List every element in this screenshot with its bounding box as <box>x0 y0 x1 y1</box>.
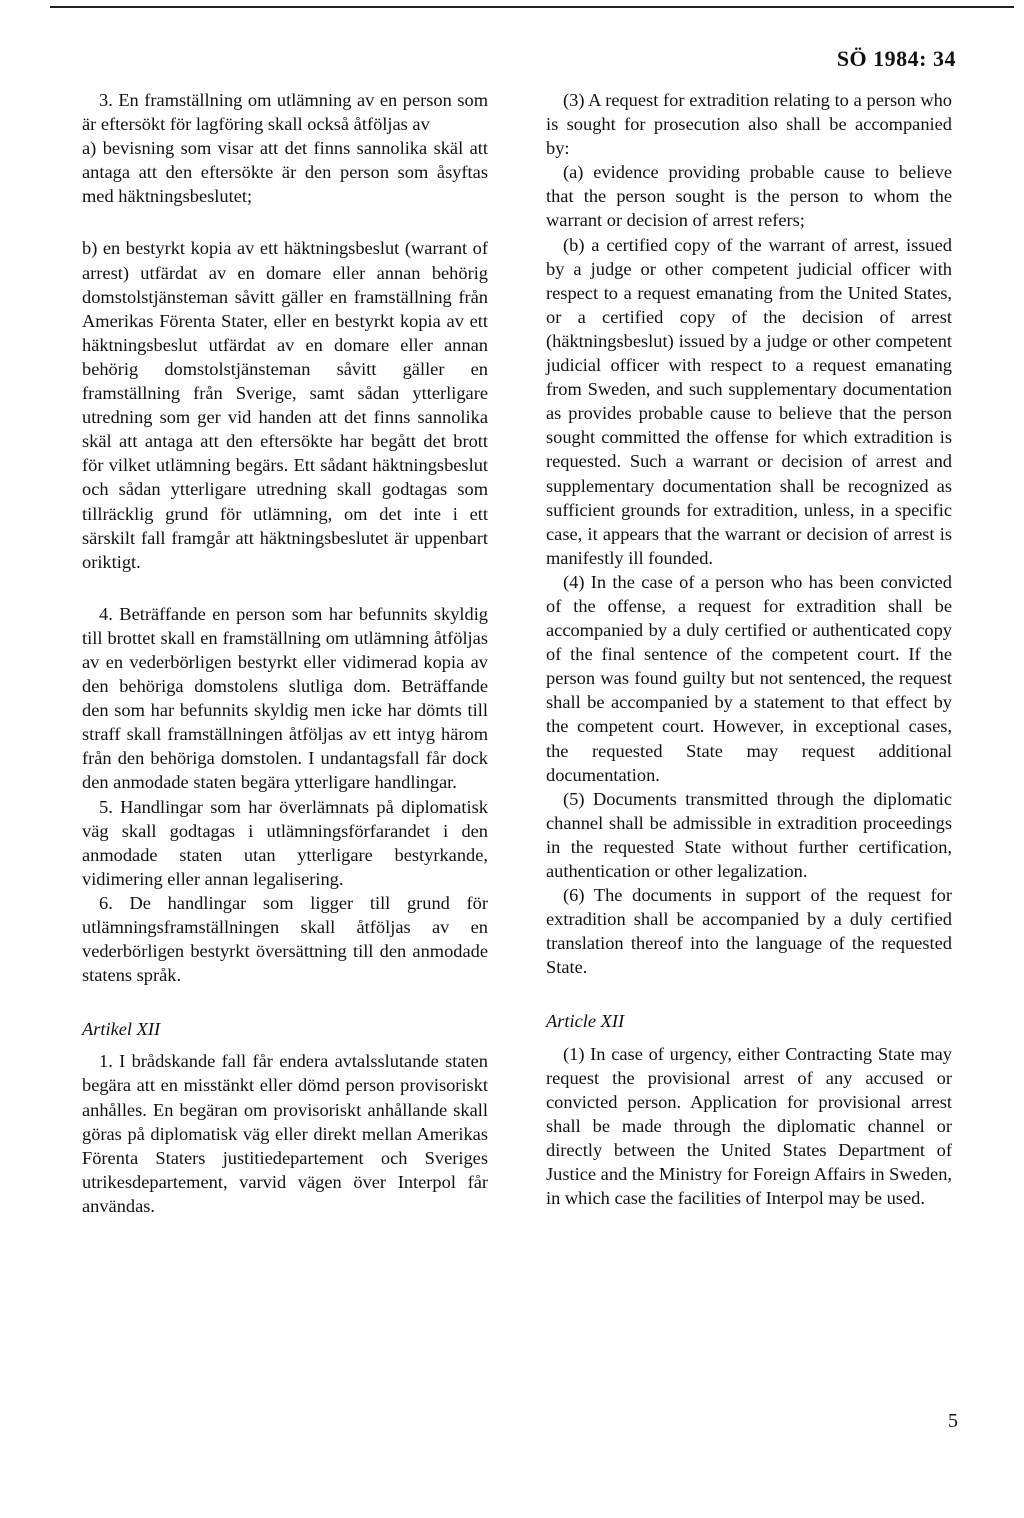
en-paragraph-3-intro: (3) A request for extradition relating to a person who is sought for prosecution also shall be accompanied by: <box>546 90 952 159</box>
sv-paragraph-3-intro: 3. En framställning om utlämning av en person som är eftersökt för lagföring skall också åtföljas av <box>82 90 488 135</box>
en-paragraph-3-b: (b) a certified copy of the warrant of arrest, issued by a judge or other competent judicial officer with respect to a request emanating from the United States, or a certified copy of the decision of arrest (häktningsbeslut) issued by a judge or other competent judicial officer with respect to a request emanating from Sweden, and such supplementary documentation as provides probable cause to believe that the person sought committed the offense for which extradition is requested. Such a warrant or decision of arrest and supplementary documentation shall be recognized as sufficient grounds for extradition, unless, in a specific case, it appears that the warrant or decision of arrest is manifestly ill founded. <box>546 234 952 568</box>
en-article-heading: Article XII <box>546 1011 625 1032</box>
en-paragraph-4: (4) In the case of a person who has been convicted of the offense, a request for extradition shall be accompanied by a duly certified or authenticated copy of the final sentence of the competent court. If the person was found guilty but not sentenced, the request shall be accompanied by a statement to that effect by the competent court. However, in exceptional cases, the requested State may request additional documentation. <box>546 571 952 785</box>
sv-paragraph-3-b: b) en bestyrkt kopia av ett häktningsbeslut (warrant of arrest) utfärdat av en domare eller annan behörig domstolstjänsteman såvitt gäller en framställning från Amerikas Förenta Stater, eller en bestyrkt kopia av ett häktningsbeslut utfärdat av en domare eller annan behörig domstolstjänsteman såvitt gäller en framställning från Sverige, samt sådan ytterligare utredning som ger vid handen att det finns sannolika skäl att antaga att den eftersökte har begått det brott för vilket utlämning begärs. Ett sådant häktningsbeslut och sådan ytterligare utredning skall godtagas som tillräcklig grund för utlämning, om det inte i ett särskilt fall framgår att häktningsbeslutet är uppenbart oriktigt. <box>82 238 488 572</box>
en-paragraph-6: (6) The documents in support of the request for extradition shall be accompanied by a duly certified translation thereof into the language of the requested State. <box>546 885 952 978</box>
en-paragraph-3-a: (a) evidence providing probable cause to believe that the person sought is the person to whom the warrant or decision of arrest refers; <box>546 162 952 231</box>
en-article-12-paragraph-1: (1) In case of urgency, either Contracting State may request the provisional arrest of any accused or convicted person. Application for provisional arrest shall be made through the diplomatic channel or directly between the United States Department of Justice and the Ministry for Foreign Affairs in Sweden, in which case the facilities of Interpol may be used. <box>546 1043 952 1209</box>
sv-paragraph-3-a: a) bevisning som visar att det finns sannolika skäl att antaga att den eftersökte är den person som åsyftas med häktningsbeslutet; <box>82 138 488 207</box>
english-column <box>546 88 952 1210</box>
sv-paragraph-5: 5. Handlingar som har överlämnats på diplomatisk väg skall godtagas i utlämningsförfarandet i den anmodade staten utan ytterligare bestyrkande, vidimering eller annan legalisering. <box>82 796 488 889</box>
sv-paragraph-6: 6. De handlingar som ligger till grund för utlämningsframställningen skall åtföljas av en vederbörligen bestyrkt översättning till den anmodade statens språk. <box>82 892 488 986</box>
sv-paragraph-4: 4. Beträffande en person som har befunnits skyldig till brottet skall en framställning om utlämning åtföljas av en vederbörligen bestyrkt eller vidimerad kopia av den behöriga domstolens slutliga dom. Beträffande den som har befunnits skyldig men icke har dömts till straff skall framställningen åtföljas av ett intyg härom från den behöriga domstolen. I undantagsfall får dock den anmodade staten begära ytterligare handlingar. <box>82 603 488 793</box>
sv-article-12-paragraph-1: 1. I brådskande fall får endera avtalsslutande staten begära att en misstänkt eller dömd person provisoriskt anhålles. En begäran om provisoriskt anhållande skall göras på diplomatisk väg eller direkt mellan Amerikas Förenta Staters justitiedepartement och Sveriges utrikesdepartement, varvid vägen över Interpol får användas. <box>82 1051 488 1216</box>
page-number: 5 <box>948 1410 958 1432</box>
running-head: SÖ 1984: 34 <box>836 46 956 71</box>
swedish-column <box>82 88 488 1218</box>
top-rule <box>50 6 1014 8</box>
sv-article-heading: Artikel XII <box>82 1019 161 1040</box>
en-paragraph-5: (5) Documents transmitted through the diplomatic channel shall be admissible in extradition proceedings in the requested State without further certification, authentication or other legalization. <box>546 788 952 881</box>
